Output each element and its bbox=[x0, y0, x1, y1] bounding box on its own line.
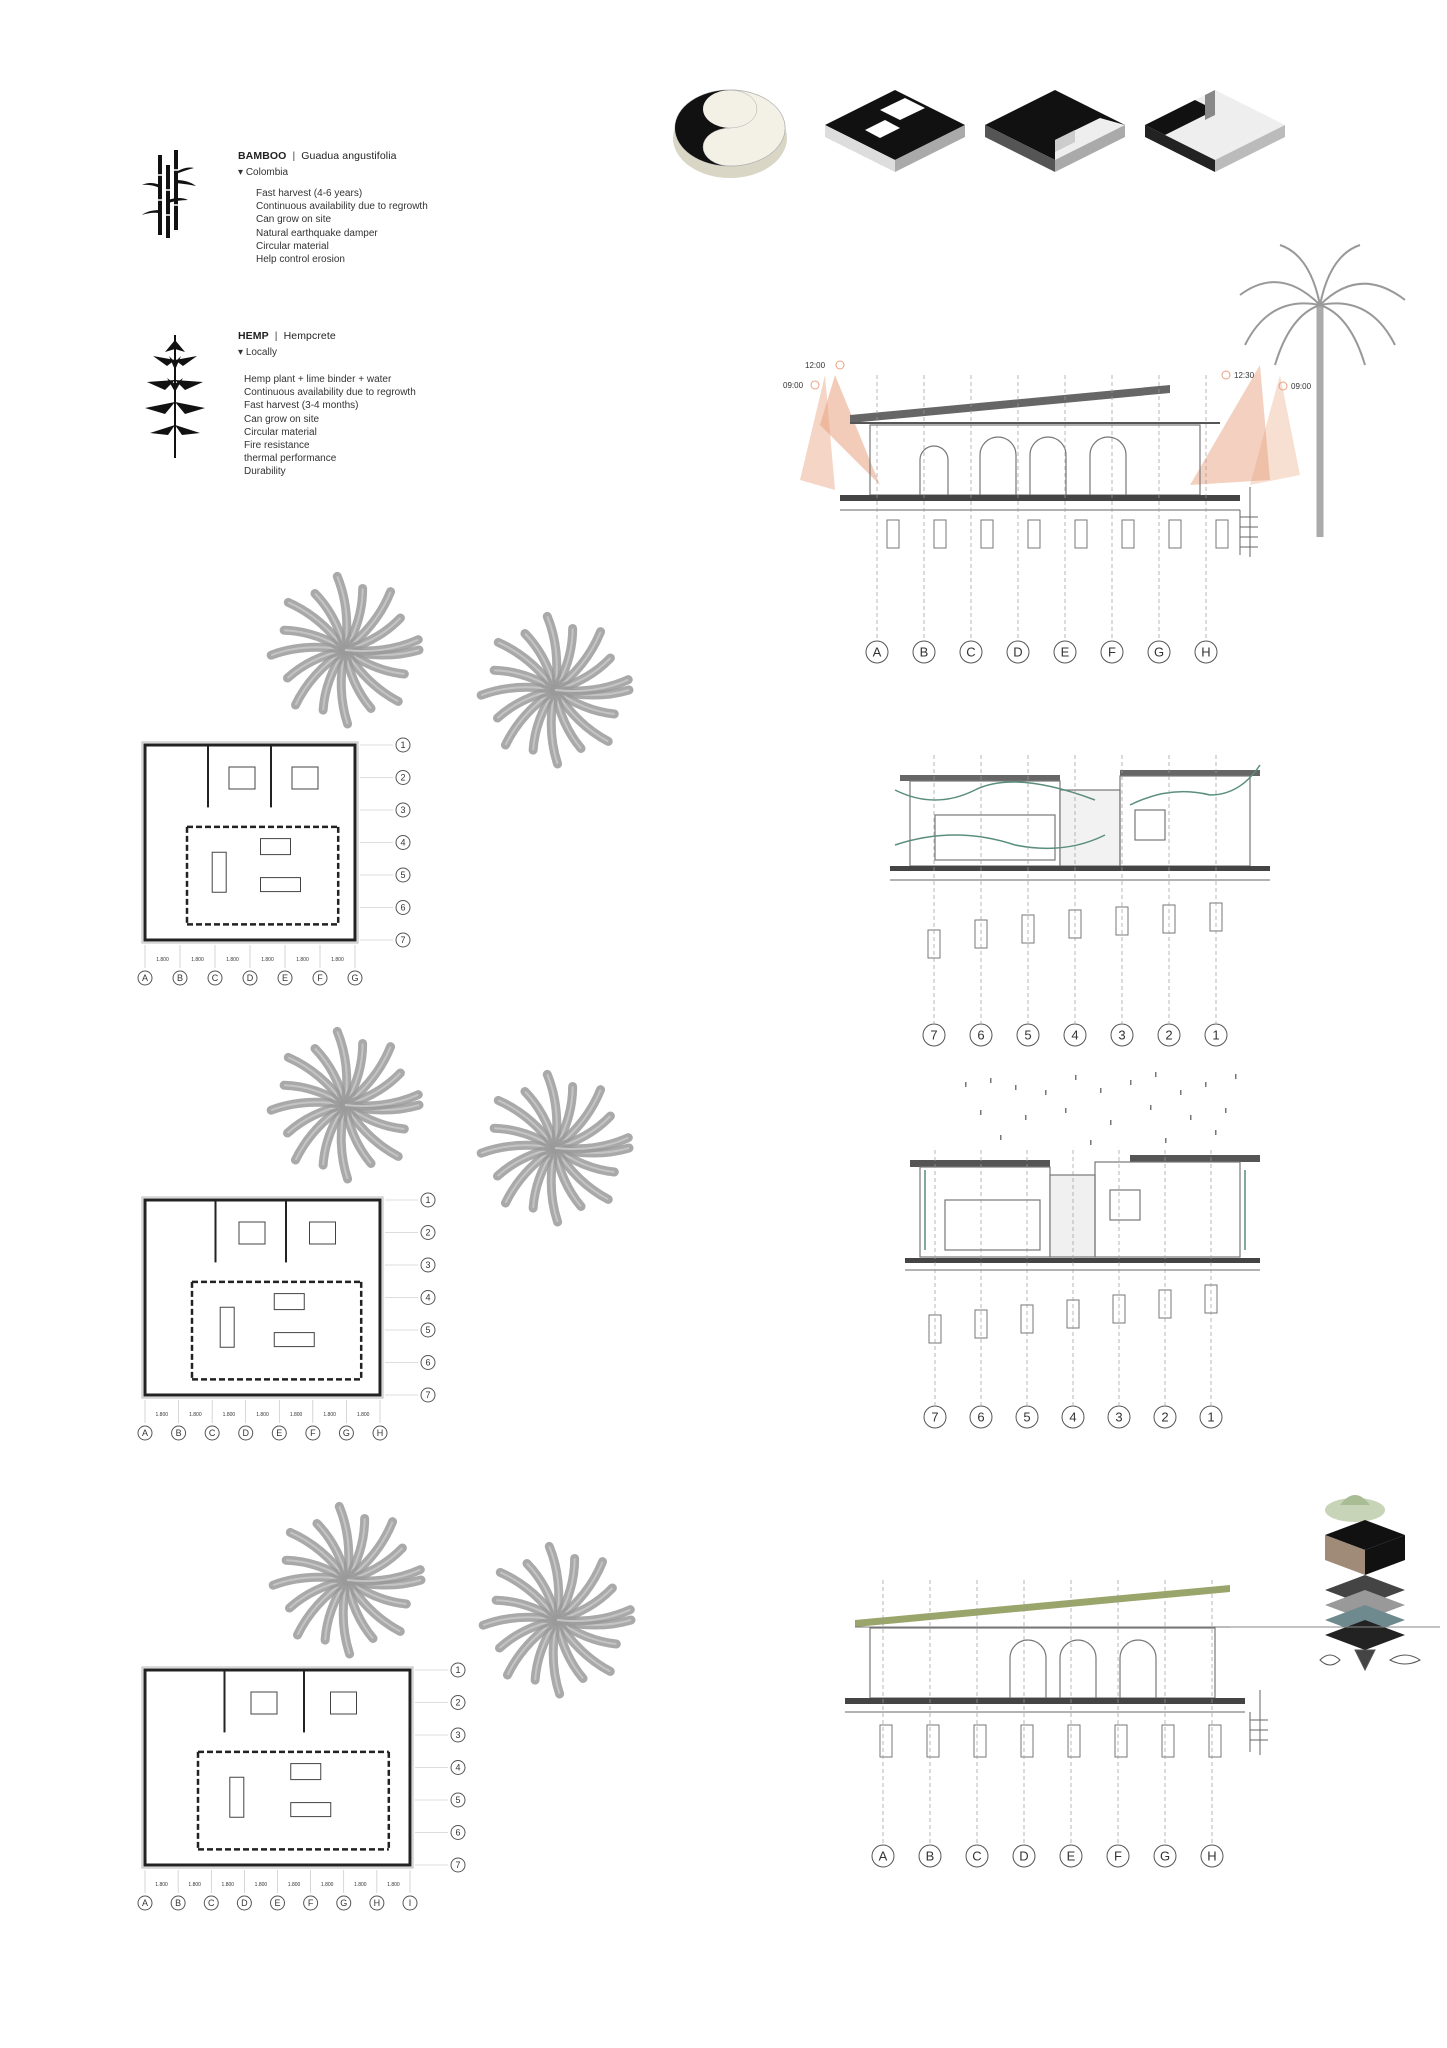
location-pin-icon: ▾ bbox=[238, 167, 244, 178]
benefit-item: Can grow on site bbox=[244, 413, 320, 425]
grid-label: 2 bbox=[1165, 1027, 1173, 1043]
material-species: Guadua angustifolia bbox=[301, 150, 397, 162]
dimension-label: 1.800 bbox=[155, 1882, 168, 1888]
material-species: Hempcrete bbox=[283, 330, 336, 342]
benefit-item: Continuous availability due to regrowth bbox=[256, 201, 428, 213]
sun-time-label: 12:30 bbox=[1234, 371, 1255, 380]
grid-label: 5 bbox=[425, 1325, 431, 1335]
grid-label: C bbox=[208, 1898, 215, 1908]
grid-label: 1 bbox=[400, 740, 406, 750]
dimension-label: 1.800 bbox=[387, 1882, 400, 1888]
benefit-item: Natural earthquake damper bbox=[256, 227, 378, 239]
grid-label: D bbox=[246, 973, 254, 983]
dimension-label: 1.800 bbox=[156, 957, 169, 963]
dimension-label: 1.800 bbox=[189, 1412, 202, 1418]
grid-label: 7 bbox=[931, 1409, 939, 1425]
floor-plan-2 bbox=[130, 1185, 470, 1455]
palm-tree-icon bbox=[481, 616, 629, 764]
grid-label: 7 bbox=[400, 935, 406, 945]
grid-label: E bbox=[1066, 1848, 1076, 1864]
dimension-label: 1.800 bbox=[221, 1882, 235, 1888]
grid-label: B bbox=[925, 1848, 935, 1864]
grid-label: 3 bbox=[400, 805, 406, 815]
grid-label: 5 bbox=[1023, 1409, 1031, 1425]
palm-tree-icon bbox=[271, 576, 419, 724]
material-name: BAMBOO bbox=[238, 150, 287, 162]
material-location: Colombia bbox=[245, 167, 289, 178]
grid-label: B bbox=[175, 1428, 182, 1438]
dimension-label: 1.800 bbox=[354, 1882, 367, 1888]
dimension-label: 1.800 bbox=[188, 1882, 201, 1888]
benefit-item: Fast harvest (3-4 months) bbox=[244, 400, 359, 412]
grid-label: E bbox=[281, 973, 289, 983]
grid-label: A bbox=[141, 973, 149, 983]
grid-label: 3 bbox=[1118, 1027, 1126, 1043]
grid-label: 6 bbox=[400, 902, 406, 913]
grid-label: E bbox=[1060, 644, 1070, 660]
grid-label: 2 bbox=[455, 1697, 461, 1708]
grid-label: B bbox=[919, 644, 929, 660]
dimension-label: 1.800 bbox=[254, 1882, 268, 1888]
dimension-label: 1.800 bbox=[155, 1412, 169, 1418]
benefit-item: Continuous availability due to regrowth bbox=[244, 387, 416, 399]
benefit-item: Can grow on site bbox=[256, 214, 332, 226]
grid-label: C bbox=[208, 1428, 216, 1438]
benefit-item: Circular material bbox=[256, 240, 329, 252]
grid-label: 4 bbox=[425, 1292, 431, 1303]
location-pin-icon: ▾ bbox=[238, 347, 244, 358]
grid-label: E bbox=[274, 1898, 281, 1908]
grid-label: 7 bbox=[425, 1390, 431, 1400]
grid-label: F bbox=[1108, 644, 1116, 660]
grid-label: 4 bbox=[1069, 1409, 1077, 1425]
floor-plan-1 bbox=[130, 730, 460, 1000]
dimension-label: 1.800 bbox=[191, 957, 204, 963]
grid-label: F bbox=[317, 973, 323, 983]
grid-label: 7 bbox=[930, 1027, 938, 1043]
material-location: Locally bbox=[245, 347, 277, 358]
grid-label: F bbox=[310, 1428, 316, 1438]
grid-label: 6 bbox=[455, 1827, 461, 1838]
dimension-label: 1.800 bbox=[261, 957, 274, 963]
benefit-item: Help control erosion bbox=[256, 254, 345, 266]
grid-label: I bbox=[408, 1898, 412, 1908]
floor-plan-3 bbox=[130, 1655, 490, 1925]
grid-label: B bbox=[176, 973, 184, 983]
benefit-item: Durability bbox=[244, 466, 286, 478]
palm-tree-icon bbox=[483, 1546, 631, 1694]
benefit-item: thermal performance bbox=[244, 453, 337, 465]
grid-label: 1 bbox=[1212, 1027, 1220, 1043]
grid-label: 4 bbox=[1071, 1027, 1079, 1043]
grid-label: 3 bbox=[1115, 1409, 1123, 1425]
benefit-item: Hemp plant + lime binder + water bbox=[244, 374, 392, 385]
grid-label: 2 bbox=[1161, 1409, 1169, 1425]
grid-label: H bbox=[376, 1428, 384, 1438]
grid-label: 5 bbox=[400, 870, 406, 880]
grid-label: A bbox=[141, 1428, 149, 1438]
grid-label: D bbox=[1019, 1848, 1029, 1864]
grid-label: C bbox=[972, 1848, 982, 1864]
grid-label: D bbox=[1013, 644, 1023, 660]
grid-label: H bbox=[373, 1898, 381, 1908]
grid-label: C bbox=[966, 644, 976, 660]
dimension-label: 1.800 bbox=[331, 957, 344, 963]
grid-label: 1 bbox=[455, 1665, 461, 1675]
dimension-label: 1.800 bbox=[226, 957, 239, 963]
dimension-label: 1.800 bbox=[287, 1882, 301, 1888]
grid-label: F bbox=[307, 1898, 314, 1908]
grid-label: E bbox=[276, 1428, 283, 1438]
dimension-label: 1.800 bbox=[320, 1882, 334, 1888]
grid-label: 3 bbox=[425, 1260, 431, 1270]
grid-label: 4 bbox=[400, 837, 406, 848]
grid-label: A bbox=[872, 644, 882, 660]
sun-time-label: 09:00 bbox=[1291, 382, 1312, 391]
grid-label: 4 bbox=[455, 1762, 461, 1773]
material-name: HEMP bbox=[238, 330, 269, 342]
palm-tree-icon bbox=[481, 1074, 629, 1222]
dimension-label: 1.800 bbox=[323, 1412, 336, 1418]
grid-label: C bbox=[211, 973, 219, 983]
grid-label: 1 bbox=[425, 1195, 431, 1205]
grid-label: 6 bbox=[977, 1027, 985, 1043]
grid-label: 6 bbox=[425, 1357, 431, 1368]
benefit-item: Circular material bbox=[244, 426, 317, 438]
grid-label: F bbox=[1114, 1848, 1122, 1864]
grid-label: 3 bbox=[455, 1730, 461, 1740]
sun-time-label: 09:00 bbox=[783, 381, 804, 390]
grid-label: 6 bbox=[977, 1409, 985, 1425]
grid-label: H bbox=[1207, 1848, 1217, 1864]
grid-label: 5 bbox=[1024, 1027, 1032, 1043]
benefit-item: Fire resistance bbox=[244, 440, 310, 452]
grid-label: G bbox=[342, 1428, 350, 1438]
dimension-label: 1.800 bbox=[356, 1412, 370, 1418]
dimension-label: 1.800 bbox=[296, 957, 309, 963]
grid-label: H bbox=[1201, 644, 1211, 660]
grid-label: D bbox=[242, 1428, 249, 1438]
grid-label: G bbox=[340, 1898, 348, 1908]
benefit-item: Fast harvest (4-6 years) bbox=[256, 188, 363, 199]
grid-label: G bbox=[1159, 1848, 1171, 1864]
dimension-label: 1.800 bbox=[289, 1412, 303, 1418]
dimension-label: 1.800 bbox=[222, 1412, 236, 1418]
dimension-label: 1.800 bbox=[256, 1412, 269, 1418]
grid-label: 1 bbox=[1207, 1409, 1215, 1425]
grid-label: 7 bbox=[455, 1860, 461, 1870]
grid-label: 2 bbox=[425, 1227, 431, 1238]
grid-label: 2 bbox=[400, 772, 406, 783]
palm-tree-icon bbox=[271, 1031, 419, 1179]
grid-label: A bbox=[141, 1898, 149, 1908]
grid-label: 5 bbox=[455, 1795, 461, 1805]
sun-time-label: 12:00 bbox=[805, 361, 826, 370]
grid-label: G bbox=[351, 973, 359, 983]
grid-label: B bbox=[175, 1898, 182, 1908]
palm-tree-icon bbox=[273, 1506, 421, 1654]
grid-label: G bbox=[1153, 644, 1165, 660]
grid-label: D bbox=[241, 1898, 248, 1908]
grid-label: A bbox=[878, 1848, 888, 1864]
